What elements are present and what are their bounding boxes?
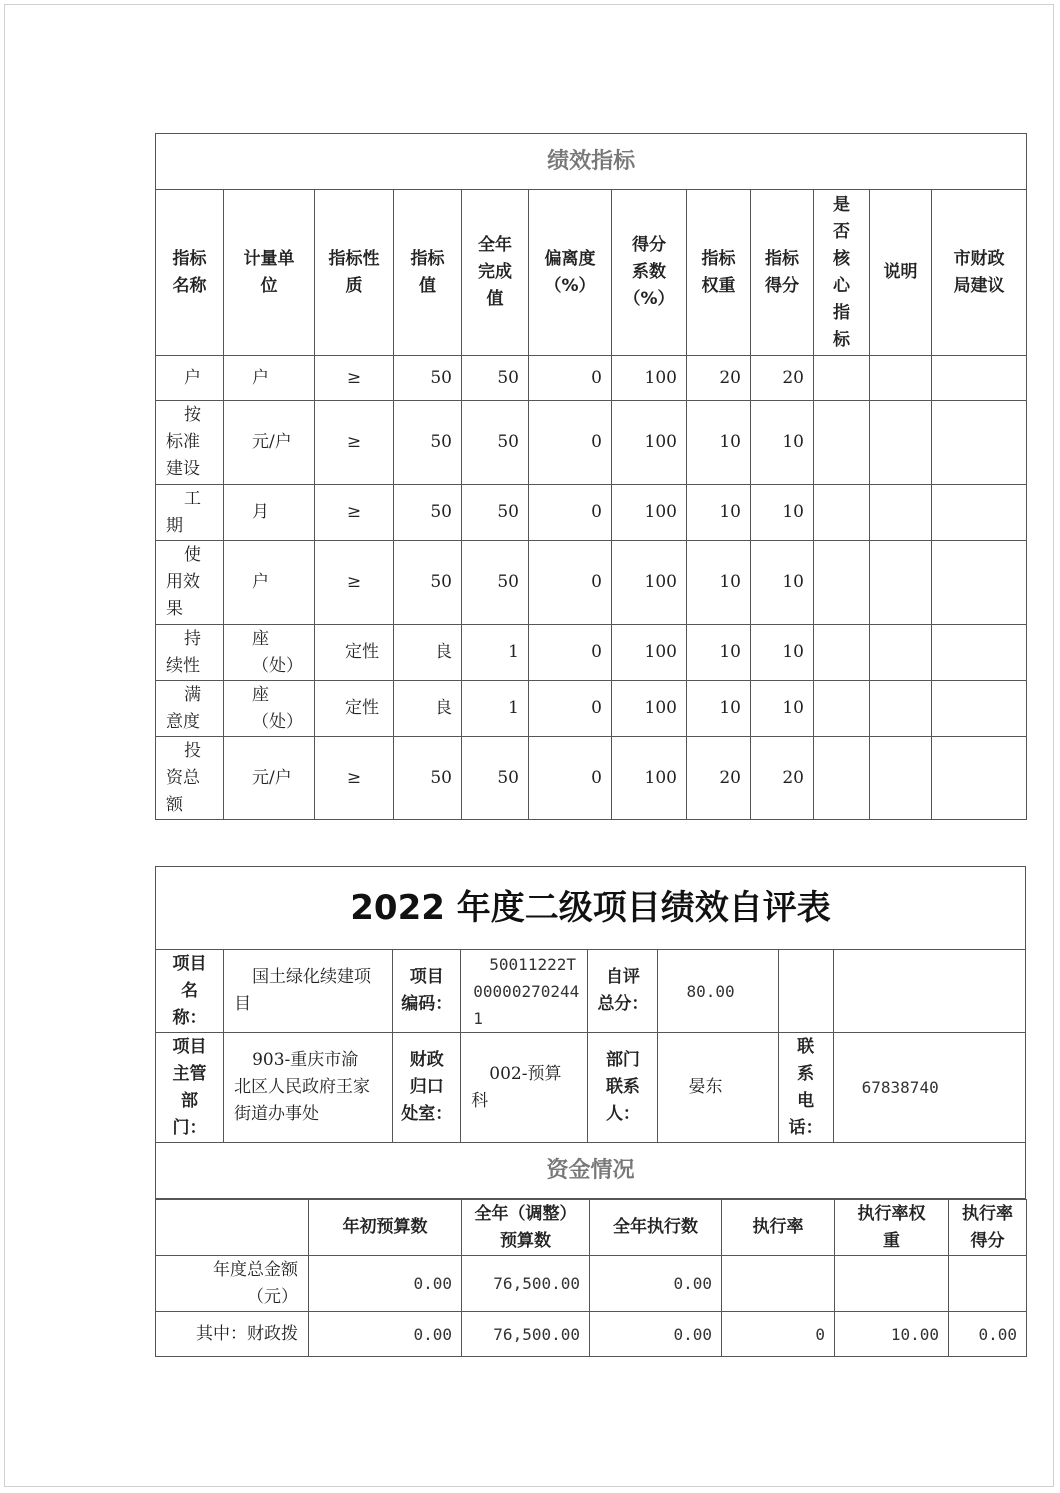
funds-header-actual-executed: 全年执行数 [590,1200,722,1256]
cell-weight: 10 [687,681,751,737]
cell-score: 10 [751,485,814,541]
header-indicator-name: 指标 名称 [156,190,224,356]
cell-unit: 元/户 [224,401,315,485]
header-finance-suggestion: 市财政 局建议 [932,190,1027,356]
cell-target-value: 良 [394,625,462,681]
cell-actual-value: 50 [462,356,529,401]
cell-weight: 10 [687,485,751,541]
cell-actual-value: 50 [462,401,529,485]
funds-cell-initial-budget: 0.00 [309,1312,462,1357]
funds-cell-adjusted-budget: 76,500.00 [462,1312,590,1357]
cell-nature: 定性 [315,681,394,737]
office-label: 财政 归口 处室： [393,1033,461,1143]
cell-indicator-name: 按 标准 建设 [156,401,224,485]
cell-nature: 定性 [315,625,394,681]
funds-header-execution-score: 执行率 得分 [949,1200,1027,1256]
cell-indicator-name: 户 [156,356,224,401]
perf-row [156,401,1027,485]
cell-weight: 20 [687,737,751,820]
funds-header-execution-weight: 执行率权 重 [835,1200,949,1256]
cell-indicator-name: 持 续性 [156,625,224,681]
cell-deviation: 0 [529,681,612,737]
cell-target-value: 50 [394,401,462,485]
cell-target-value: 50 [394,737,462,820]
project-name-label: 项目 名 称： [156,950,224,1033]
cell-remark [870,681,932,737]
cell-remark [870,737,932,820]
cell-score-coefficient: 100 [612,681,687,737]
cell-weight: 10 [687,625,751,681]
funds-cell-execution-score [949,1256,1027,1312]
cell-nature: ≥ [315,541,394,625]
cell-is-core [814,541,870,625]
cell-weight: 20 [687,356,751,401]
form-title: 2022 年度二级项目绩效自评表 [156,867,1026,950]
cell-finance-suggestion [932,625,1027,681]
phone-value: 67838740 [833,1033,1025,1143]
cell-actual-value: 1 [462,625,529,681]
cell-finance-suggestion [932,541,1027,625]
cell-nature: ≥ [315,356,394,401]
cell-is-core [814,356,870,401]
cell-score: 10 [751,625,814,681]
header-unit: 计量单 位 [224,190,315,356]
perf-row [156,625,1027,681]
cell-score-coefficient: 100 [612,485,687,541]
funds-section-title: 资金情况 [156,1143,1026,1199]
cell-weight: 10 [687,541,751,625]
funds-header-row-label [156,1200,309,1256]
funds-row [156,1312,1027,1357]
self-score-value: 80.00 [658,950,778,1033]
cell-indicator-name: 投 资总 额 [156,737,224,820]
cell-remark [870,356,932,401]
cell-indicator-name: 使 用效 果 [156,541,224,625]
cell-unit: 月 [224,485,315,541]
cell-finance-suggestion [932,356,1027,401]
dept-value: 903-重庆市渝北区人民政府王家街道办事处 [224,1033,393,1143]
cell-finance-suggestion [932,681,1027,737]
cell-is-core [814,485,870,541]
cell-finance-suggestion [932,737,1027,820]
funds-cell-actual-executed: 0.00 [590,1256,722,1312]
cell-target-value: 50 [394,485,462,541]
cell-deviation: 0 [529,356,612,401]
perf-row [156,485,1027,541]
office-value: 002-预算科 [461,1033,588,1143]
cell-deviation: 0 [529,401,612,485]
phone-label: 联 系 电 话： [778,1033,833,1143]
funds-cell-initial-budget: 0.00 [309,1256,462,1312]
cell-unit: 座 （处） [224,625,315,681]
cell-finance-suggestion [932,485,1027,541]
cell-finance-suggestion [932,401,1027,485]
cell-score: 20 [751,356,814,401]
funds-cell-execution-score: 0.00 [949,1312,1027,1357]
cell-actual-value: 1 [462,681,529,737]
cell-score-coefficient: 100 [612,625,687,681]
header-deviation: 偏离度 （%） [529,190,612,356]
cell-actual-value: 50 [462,737,529,820]
cell-deviation: 0 [529,625,612,681]
cell-is-core [814,625,870,681]
cell-remark [870,625,932,681]
cell-unit: 元/户 [224,737,315,820]
funds-table [155,1199,1027,1357]
cell-nature: ≥ [315,401,394,485]
cell-score-coefficient: 100 [612,401,687,485]
cell-is-core [814,681,870,737]
cell-score-coefficient: 100 [612,737,687,820]
cell-unit: 座 （处） [224,681,315,737]
cell-remark [870,401,932,485]
cell-actual-value: 50 [462,485,529,541]
perf-header-row [156,190,1027,356]
blank-cell [778,950,833,1033]
cell-weight: 10 [687,401,751,485]
cell-remark [870,541,932,625]
cell-is-core [814,737,870,820]
header-score-coefficient: 得分 系数 （%） [612,190,687,356]
cell-nature: ≥ [315,737,394,820]
cell-deviation: 0 [529,485,612,541]
cell-target-value: 50 [394,356,462,401]
cell-deviation: 0 [529,541,612,625]
header-score: 指标 得分 [751,190,814,356]
header-remark: 说明 [870,190,932,356]
funds-row [156,1256,1027,1312]
funds-cell-row-label: 其中：财政拨 [156,1312,309,1357]
cell-unit: 户 [224,356,315,401]
cell-actual-value: 50 [462,541,529,625]
cell-is-core [814,401,870,485]
header-target-value: 指标 值 [394,190,462,356]
perf-row [156,681,1027,737]
cell-indicator-name: 满 意度 [156,681,224,737]
header-nature: 指标性 质 [315,190,394,356]
funds-cell-actual-executed: 0.00 [590,1312,722,1357]
project-name-value: 国土绿化续建项目 [224,950,393,1033]
perf-row [156,541,1027,625]
project-code-value: 50011222T000002702441 [461,950,588,1033]
funds-cell-row-label: 年度总金额 （元） [156,1256,309,1312]
funds-header-execution-rate: 执行率 [722,1200,835,1256]
blank-cell [833,950,1025,1033]
project-code-label: 项目 编码： [393,950,461,1033]
performance-indicator-table [155,133,1027,820]
funds-cell-adjusted-budget: 76,500.00 [462,1256,590,1312]
cell-unit: 户 [224,541,315,625]
cell-nature: ≥ [315,485,394,541]
cell-indicator-name: 工 期 [156,485,224,541]
cell-target-value: 50 [394,541,462,625]
cell-remark [870,485,932,541]
cell-score: 10 [751,541,814,625]
header-actual-value: 全年 完成 值 [462,190,529,356]
funds-cell-execution-weight [835,1256,949,1312]
funds-header-row [156,1200,1027,1256]
funds-cell-execution-rate: 0 [722,1312,835,1357]
cell-score: 20 [751,737,814,820]
perf-row [156,737,1027,820]
performance-section-title: 绩效指标 [156,134,1027,190]
cell-score-coefficient: 100 [612,541,687,625]
header-is-core: 是 否 核 心 指 标 [814,190,870,356]
funds-header-adjusted-budget: 全年（调整） 预算数 [462,1200,590,1256]
self-evaluation-table [155,866,1026,1199]
cell-deviation: 0 [529,737,612,820]
perf-row [156,356,1027,401]
funds-cell-execution-weight: 10.00 [835,1312,949,1357]
funds-header-initial-budget: 年初预算数 [309,1200,462,1256]
dept-label: 项目 主管 部 门： [156,1033,224,1143]
cell-score: 10 [751,401,814,485]
cell-target-value: 良 [394,681,462,737]
cell-score: 10 [751,681,814,737]
header-weight: 指标 权重 [687,190,751,356]
contact-label: 部门 联系 人： [588,1033,658,1143]
funds-cell-execution-rate [722,1256,835,1312]
self-score-label: 自评 总分： [588,950,658,1033]
contact-value: 晏东 [658,1033,778,1143]
cell-score-coefficient: 100 [612,356,687,401]
